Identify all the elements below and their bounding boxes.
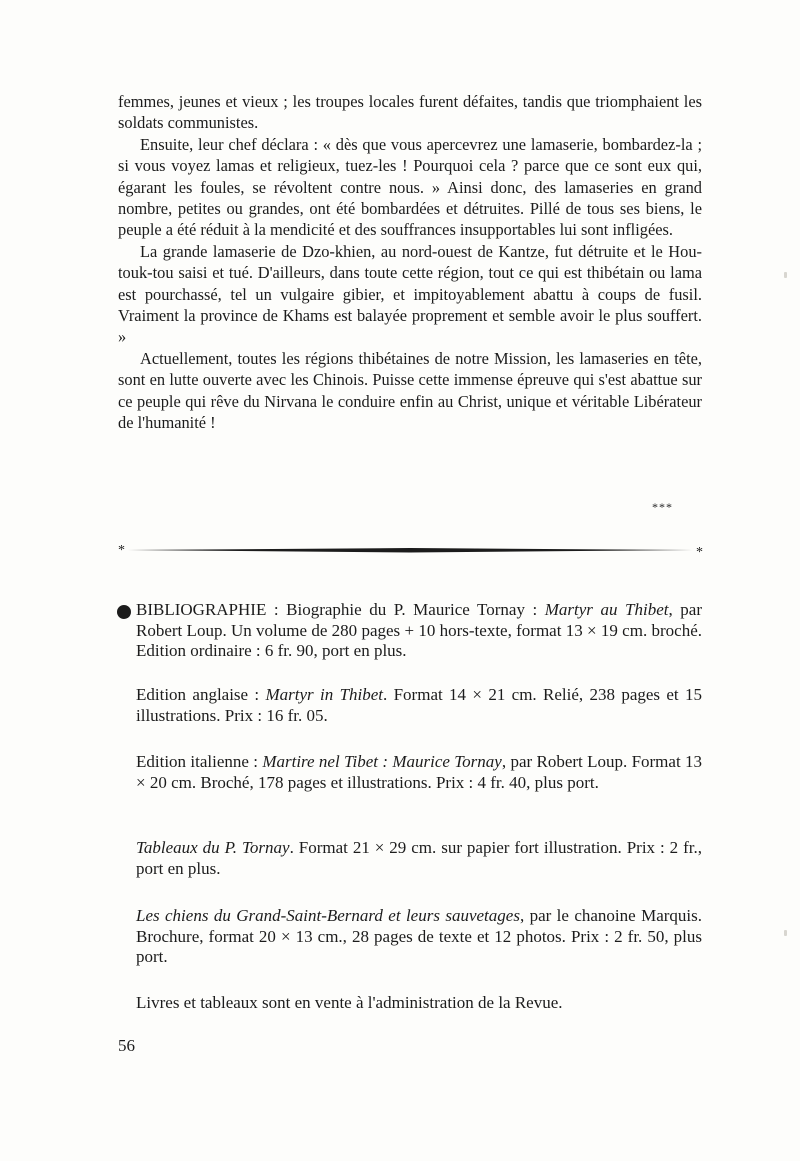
entry-lead: Edition anglaise : bbox=[136, 685, 266, 704]
bibliography-lead: BIBLIOGRAPHIE : Biographie du P. Maurice Tornay : bbox=[136, 600, 545, 619]
article-paragraph-1: femmes, jeunes et vieux ; les troupes locales furent défaites, tandis que triomphaient les soldats communistes. bbox=[118, 92, 702, 133]
entry-lead: Edition italienne : bbox=[136, 752, 263, 771]
book-title: Martyr in Thibet bbox=[265, 685, 384, 704]
bibliography-bullet-icon bbox=[117, 605, 131, 619]
entry-details: . Format 14 × 21 cm. Relié, 238 pages et 15 illustrations. Prix : 16 fr. 05. bbox=[136, 685, 702, 725]
article-paragraph-2: Ensuite, leur chef déclara : « dès que vous apercevrez une lamaserie, bombardez-la ; si vous voyez lamas et religieux, tuez-les ! Pourquoi cela ? parce que ce sont eux qui, égarant les foules, se révoltent contre nous. » Ainsi donc, des lamaseries en grand nombre, petites ou grandes, ont été bombardées et détruites. Pillé de tous ses biens, le peuple a été réduit à la mendicité et des souffrances insupportables lui sont infligées. bbox=[118, 134, 702, 240]
bibliography-entry-4 bbox=[136, 838, 702, 879]
separator-left-star: * bbox=[118, 543, 125, 558]
bibliography-entry-3 bbox=[136, 752, 702, 793]
section-separator bbox=[118, 543, 703, 559]
article-paragraph-3: La grande lamaserie de Dzo-khien, au nord-ouest de Kantze, fut détruite et le Hou-touk-tou saisi et tué. D'ailleurs, dans toute cette région, tout ce qui est thibétain ou lama est pourchassé, tel un vulgaire gibier, et impitoyablement abattu à coups de fusil. Vraiment la province de Khams est balayée proprement et semble avoir le plus souffert. » bbox=[118, 241, 702, 347]
article-paragraph-4: Actuellement, toutes les régions thibétaines de notre Mission, les lamaseries en tête, sont en lutte ouverte avec les Chinois. Puisse cette immense épreuve qui s'est abattue sur ce peuple qui rêve du Nirvana le conduire enfin au Christ, unique et véritable Libérateur de l'humanité ! bbox=[118, 348, 702, 433]
paper-speck bbox=[784, 930, 787, 936]
entry-details: , par le chanoine Marquis. Brochure, format 20 × 13 cm., 28 pages de texte et 12 photos. Prix : 2 fr. 50, plus port. bbox=[136, 906, 702, 966]
bibliography-entry-2 bbox=[136, 685, 702, 726]
paper-speck bbox=[784, 272, 787, 278]
entry-details: , par Robert Loup. Format 13 × 20 cm. Broché, 178 pages et illustrations. Prix : 4 fr. 40, plus port. bbox=[136, 752, 703, 792]
book-title: Les chiens du Grand-Saint-Bernard et leurs sauvetages bbox=[136, 906, 520, 925]
book-title: Tableaux du P. Tornay bbox=[136, 838, 290, 857]
separator-right-star: * bbox=[696, 545, 703, 560]
entry-details: , par Robert Loup. Un volume de 280 pages + 10 hors-texte, format 13 × 19 cm. broché. Edition ordinaire : 6 fr. 90, port en plus. bbox=[136, 600, 702, 660]
article-body bbox=[118, 91, 702, 434]
page-number: 56 bbox=[118, 1036, 135, 1055]
book-title: Martyr au Thibet bbox=[544, 600, 669, 619]
separator-line bbox=[128, 545, 693, 555]
bibliography-entry-5 bbox=[136, 906, 702, 968]
book-title: Martire nel Tibet : Maurice Tornay bbox=[262, 752, 502, 771]
entry-details: . Format 21 × 29 cm. sur papier fort illustration. Prix : 2 fr., port en plus. bbox=[136, 838, 702, 878]
section-end-mark: *** bbox=[652, 500, 673, 514]
bibliography-entry-6: Livres et tableaux sont en vente à l'administration de la Revue. bbox=[136, 993, 563, 1012]
bibliography-entry-1 bbox=[136, 600, 702, 662]
